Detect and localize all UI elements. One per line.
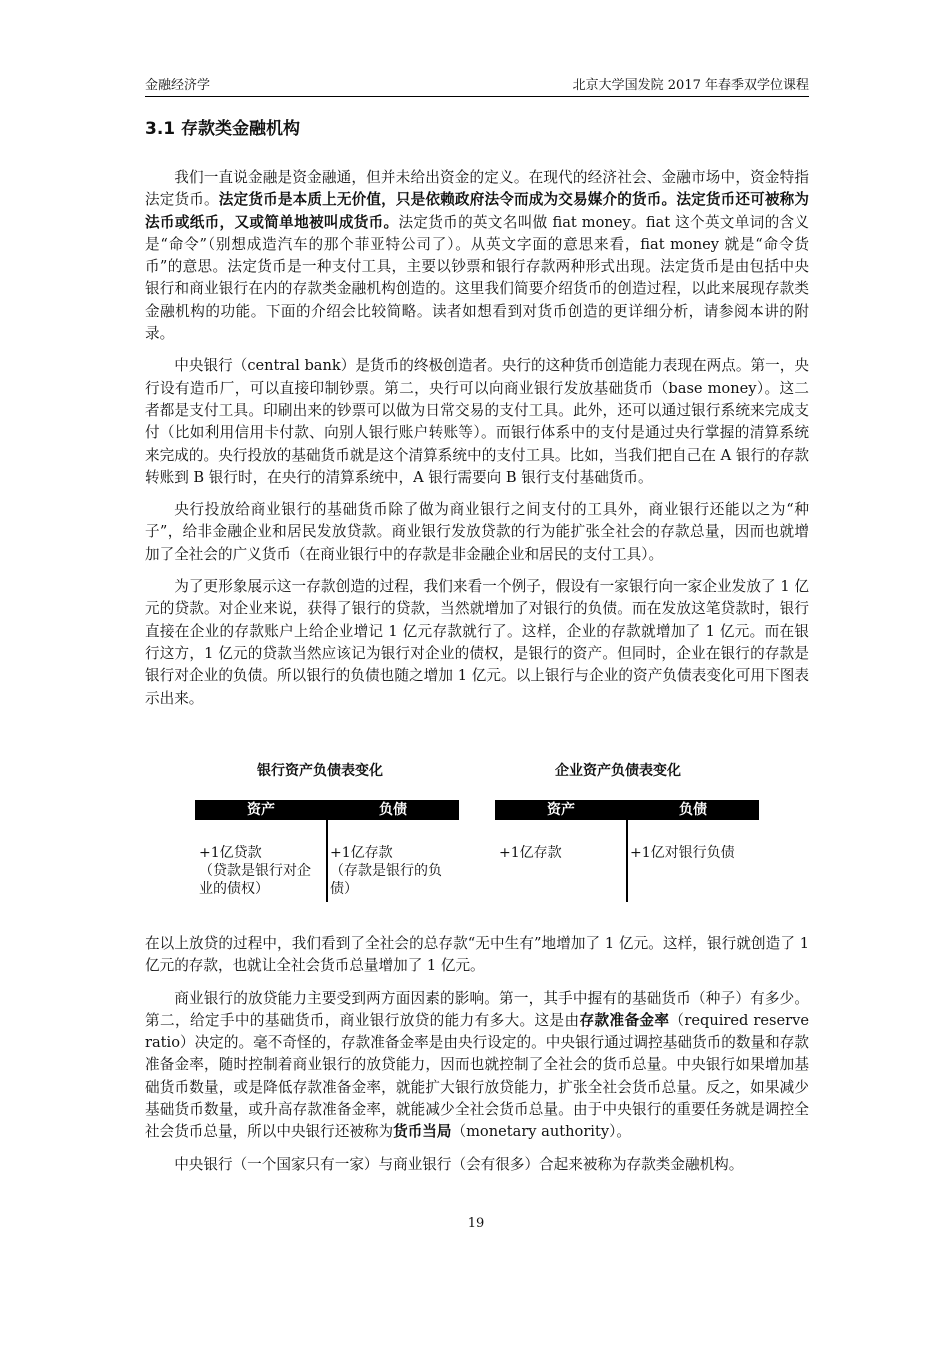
paragraph-6-term-monetary-authority: 货币当局 bbox=[393, 1123, 452, 1141]
page-number: 19 bbox=[467, 1216, 485, 1231]
body-text-continued bbox=[145, 933, 809, 1186]
paragraph-7: 中央银行（一个国家只有一家）与商业银行（会有很多）合起来被称为存款类金融机构。 bbox=[174, 1155, 744, 1173]
paragraph-6 bbox=[145, 988, 809, 1144]
firm-asset-cell: +1亿存款 bbox=[499, 845, 562, 861]
paragraph-4: 为了更形象展示这一存款创造的过程，我们来看一个例子，假设有一家银行向一家企业发放了 1 亿元的贷款。对企业来说，获得了银行的贷款，当然就增加了对银行的负债。而在发放这笔贷款时，银行直接在企业的存款账户上给企业增记 1 亿元存款就行了。这样，企业的存款就增加了 1 亿元。而在银行这方，1 亿元的贷款当然应该记为银行对企业的债权，是银行的资产。但同时，企业在银行的存款是银行对企业的负债。所以银行的负债也随之增加 1 亿元。以上银行与企业的资产负债表变化可用下图表示出来。 bbox=[145, 578, 809, 707]
bank-asset-header: 资产 bbox=[195, 800, 327, 820]
body-text bbox=[145, 167, 809, 720]
paragraph-1-text-b: 法定货币的英文名叫做 fiat money。fiat 这个英文单词的含义是“命令”（别想成造汽车的那个菲亚特公司了）。从英文字面的意思来看，fiat money 就是“命令货币”的意思。法定货币是一种支付工具，主要以钞票和银行存款两种形式出现。法定货币是由包括中央银行和商业银行在内的存款类金融机构创造的。这里我们简要介绍货币的创造过程，以此来展现存款类金融机构的功能。下面的介绍会比较简略。读者如想看到对货币创造的更详细分析，请参阅本讲的附录。 bbox=[145, 213, 809, 343]
bank-table-caption: 银行资产负债表变化 bbox=[257, 763, 383, 779]
bank-divider bbox=[326, 820, 328, 902]
firm-asset-header: 资产 bbox=[495, 800, 627, 820]
paragraph-3: 央行投放给商业银行的基础货币除了做为商业银行之间支付的工具外，商业银行还能以之为“种子”，给非金融企业和居民发放贷款。商业银行发放贷款的行为能扩张全社会的存款总量，因而也就增加了全社会的广义货币（在商业银行中的存款是非金融企业和居民的支付工具）。 bbox=[145, 501, 809, 563]
paragraph-1-text-a: 我们一直说金融是资金融通，但并未给出资金的定义。在现代的经济社会、金融市场中，资金特指法定货币。 bbox=[145, 169, 809, 209]
paragraph-6-term-reserve-ratio: 存款准备金率 bbox=[579, 1011, 670, 1029]
paragraph-1-bold: 法定货币是本质上无价值，只是依赖政府法令而成为交易媒介的货币。法定货币还可被称为法币或纸币，又或简单地被叫成货币。 bbox=[145, 191, 809, 231]
paragraph-6-text-c: （monetary authority）。 bbox=[451, 1123, 631, 1141]
paragraph-1 bbox=[145, 167, 809, 345]
page-header bbox=[145, 78, 809, 97]
firm-liability-cell: +1亿对银行负债 bbox=[630, 845, 735, 861]
paragraph-6-text-a: 商业银行的放贷能力主要受到两方面因素的影响。第一，其手中握有的基础货币（种子）有多少。第二，给定手中的基础货币，商业银行放贷的能力有多大。这是由 bbox=[145, 989, 809, 1029]
firm-divider bbox=[626, 820, 628, 902]
paragraph-5: 在以上放贷的过程中，我们看到了全社会的总存款“无中生有”地增加了 1 亿元。这样，银行就创造了 1 亿元的存款，也就让全社会货币总量增加了 1 亿元。 bbox=[145, 935, 809, 975]
firm-table-caption: 企业资产负债表变化 bbox=[555, 763, 681, 779]
bank-liability-header: 负债 bbox=[327, 800, 459, 820]
firm-liability-header: 负债 bbox=[627, 800, 759, 820]
firm-balance-sheet bbox=[495, 800, 759, 900]
bank-asset-cell: +1亿贷款 （贷款是银行对企业的债权） bbox=[199, 845, 311, 897]
header-program-name: 北京大学国发院 2017 年春季双学位课程 bbox=[572, 78, 809, 93]
paragraph-2: 中央银行（central bank）是货币的终极创造者。央行的这种货币创造能力表现在两点。第一，央行设有造币厂，可以直接印制钞票。第二，央行可以向商业银行发放基础货币（base money）。这二者都是支付工具。印刷出来的钞票可以做为日常交易的支付工具。此外，还可以通过银行系统来完成支付（比如利用信用卡付款、向别人银行账户转账等）。而银行体系中的支付是通过央行掌握的清算系统来完成的。央行投放的基础货币就是这个清算系统中的支付工具。比如，当我们把自己在 A 银行的存款转账到 B 银行时，在央行的清算系统中，A 银行需要向 B 银行支付基础货币。 bbox=[145, 357, 809, 486]
paragraph-6-text-b: （required reserve ratio）决定的。毫不奇怪的，存款准备金率是由央行设定的。中央银行通过调控基础货币的数量和存款准备金率，随时控制着商业银行的放贷能力，因而也就控制了全社会的货币总量。中央银行如果增加基础货币数量，或是降低存款准备金率，就能扩大银行放贷能力，扩张全社会货币总量。反之，如果减少基础货币数量，或升高存款准备金率，就能减少全社会货币总量。由于中央银行的重要任务就是调控全社会货币总量，所以中央银行还被称为 bbox=[145, 1011, 809, 1141]
bank-balance-sheet bbox=[195, 800, 459, 900]
bank-liability-cell: +1亿存款 （存款是银行的负债） bbox=[330, 845, 442, 897]
header-course-name: 金融经济学 bbox=[145, 78, 211, 93]
balance-sheet-figure bbox=[145, 760, 809, 930]
section-title: 3.1 存款类金融机构 bbox=[145, 119, 301, 139]
